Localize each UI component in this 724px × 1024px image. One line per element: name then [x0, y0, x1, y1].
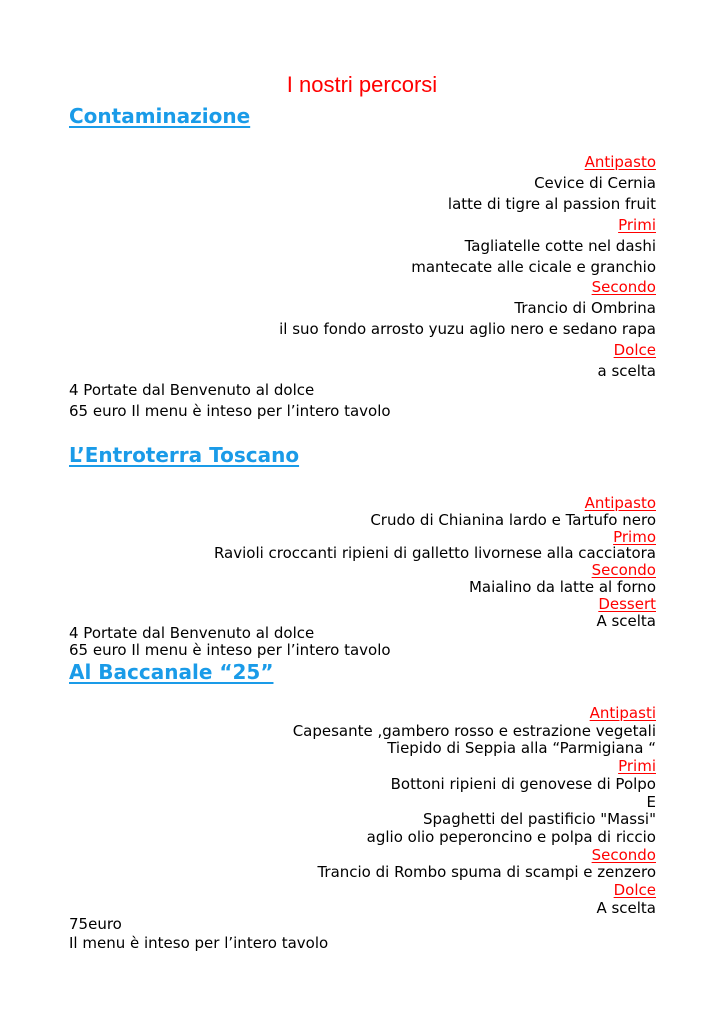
dish-line: A scelta [596, 611, 656, 630]
menu-courses [214, 495, 656, 629]
dish-line: Spaghetti del pastificio "Massi" [423, 810, 656, 829]
footer-line: 65 euro Il menu è inteso per l’intero tavolo [69, 401, 391, 420]
menu-footer [69, 380, 391, 422]
menu-heading: Al Baccanale “25” [69, 660, 274, 684]
page-title: I nostri percorsi [286, 72, 438, 97]
dish-line: Capesante ,gambero rosso e estrazione vegetali [292, 721, 656, 740]
dish-line: Cevice di Cernia [534, 173, 656, 192]
course-label: Dessert [598, 594, 656, 613]
course-label: Secondo [591, 561, 656, 580]
dish-line: aglio olio peperoncino e polpa di riccio [366, 827, 656, 846]
dish-line: A scelta [596, 898, 656, 917]
menu-footer [69, 625, 391, 659]
course-label: Primi [618, 215, 656, 234]
footer-line: 4 Portate dal Benvenuto al dolce [69, 381, 315, 399]
menu-courses [293, 705, 656, 917]
dish-line: Tagliatelle cotte nel dashi [464, 236, 656, 255]
dish-line: Trancio di Ombrina [514, 299, 656, 318]
menu-heading: Contaminazione [69, 104, 251, 128]
dish-line: E [646, 792, 656, 811]
menu-courses [279, 152, 656, 382]
footer-line: 4 Portate dal Benvenuto al dolce [69, 624, 315, 642]
menu-footer [69, 915, 328, 953]
dish-line: a scelta [597, 362, 656, 381]
dish-line: il suo fondo arrosto yuzu aglio nero e sedano rapa [279, 320, 656, 339]
course-label: Secondo [591, 845, 656, 864]
dish-line: Tiepido di Seppia alla “Parmigiana “ [387, 739, 656, 758]
footer-line: 75euro [69, 915, 122, 933]
footer-line: Il menu è inteso per l’intero tavolo [69, 934, 329, 952]
dish-line: Ravioli croccanti ripieni di galletto livornese alla cacciatora [213, 544, 656, 563]
dish-line: Maialino da latte al forno [468, 577, 656, 596]
course-label: Dolce [613, 341, 656, 360]
dish-line: Crudo di Chianina lardo e Tartufo nero [370, 510, 656, 529]
dish-line: Bottoni ripieni di genovese di Polpo [390, 774, 656, 793]
course-label: Secondo [591, 278, 656, 297]
course-label: Dolce [613, 881, 656, 900]
course-label: Antipasto [584, 153, 656, 171]
course-label: Primi [618, 757, 656, 776]
dish-line: mantecate alle cicale e granchio [411, 257, 656, 276]
course-label: Primo [613, 527, 656, 546]
dish-line: Trancio di Rombo spuma di scampi e zenzero [317, 863, 656, 882]
course-label: Antipasti [589, 704, 656, 722]
dish-line: latte di tigre al passion fruit [447, 194, 656, 213]
course-label: Antipasto [584, 494, 656, 512]
footer-line: 65 euro Il menu è inteso per l’intero tavolo [69, 640, 391, 659]
menu-heading: L’Entroterra Toscano [69, 443, 300, 467]
